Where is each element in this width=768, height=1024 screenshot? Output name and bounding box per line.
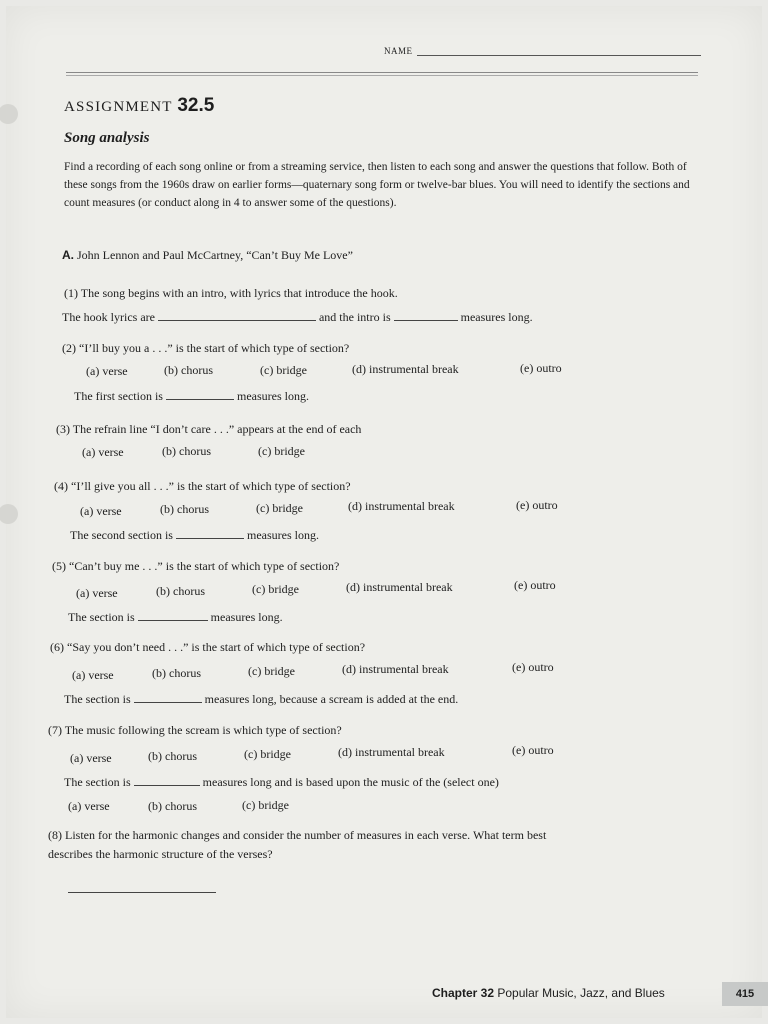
prompt-text: The first section is (74, 389, 163, 403)
question-text: “Say you don’t need . . .” is the start of which type of section? (67, 640, 366, 654)
option-outro[interactable]: (e) outro (516, 498, 558, 512)
assignment-label: ASSIGNMENT (64, 99, 173, 115)
binder-hole (0, 504, 18, 524)
option-chorus[interactable]: (b) chorus (162, 444, 211, 458)
option-outro[interactable]: (e) outro (514, 578, 556, 592)
option-verse[interactable]: (a) verse (86, 364, 128, 378)
question-6 (50, 640, 365, 655)
prompt-text: measures long. (246, 528, 319, 542)
prompt-text: and the intro is (318, 310, 391, 324)
question-1 (64, 286, 398, 301)
assignment-subtitle: Song analysis (64, 130, 150, 146)
section-a-heading (62, 248, 353, 263)
question-5 (52, 559, 339, 574)
hook-lyrics-blank[interactable] (158, 308, 316, 321)
second-section-measures-blank[interactable] (176, 526, 244, 539)
option-chorus[interactable]: (b) chorus (160, 502, 209, 516)
question-number: (3) (56, 422, 70, 436)
prompt-text: measures long. (460, 310, 533, 324)
option-outro[interactable]: (e) outro (512, 660, 554, 674)
question-1-answer (62, 308, 533, 325)
option-verse[interactable]: (a) verse (70, 751, 112, 765)
page-number: 415 (722, 982, 768, 1006)
question-2-followup (74, 387, 309, 404)
prompt-text: The section is (68, 610, 135, 624)
prompt-text: measures long, because a scream is added at the end. (204, 692, 459, 706)
option-instrumental-break[interactable]: (d) instrumental break (352, 362, 459, 376)
assignment-number: 32.5 (177, 95, 215, 116)
question-8-line2: describes the harmonic structure of the verses? (48, 847, 273, 861)
option-bridge[interactable]: (c) bridge (256, 501, 303, 515)
question-number: (8) (48, 828, 62, 842)
question-7 (48, 723, 342, 738)
first-section-measures-blank[interactable] (166, 387, 234, 400)
page-footer (432, 986, 665, 1000)
option-bridge[interactable]: (c) bridge (242, 798, 289, 812)
name-field (384, 46, 701, 56)
harmonic-structure-answer-line[interactable] (68, 892, 216, 893)
binder-hole (0, 104, 18, 124)
option-bridge[interactable]: (c) bridge (258, 444, 305, 458)
question-7-followup (64, 773, 499, 790)
question-number: (5) (52, 559, 66, 573)
question-text: “I’ll give you all . . .” is the start of which type of section? (71, 479, 351, 493)
option-verse[interactable]: (a) verse (82, 445, 124, 459)
section-measures-blank[interactable] (138, 608, 208, 621)
option-verse[interactable]: (a) verse (72, 668, 114, 682)
assignment-title (64, 95, 214, 117)
question-text: The refrain line “I don’t care . . .” appears at the end of each (72, 422, 362, 436)
question-text: Listen for the harmonic changes and consider the number of measures in each verse. What term best (65, 828, 547, 842)
chapter-title: Popular Music, Jazz, and Blues (497, 986, 665, 1000)
header-rule (66, 72, 698, 73)
worksheet-page (6, 6, 762, 1018)
question-text: The song begins with an intro, with lyrics that introduce the hook. (80, 286, 398, 300)
question-text: “Can’t buy me . . .” is the start of which type of section? (69, 559, 340, 573)
prompt-text: measures long and is based upon the music of the (select one) (202, 775, 499, 789)
instructions: Find a recording of each song online or from a streaming service, then listen to each song and answer the questions that follow. Both of these songs from the 1960s draw on earlier forms—quaternary song form or twelve-bar blues. You will need to identify the sections and count measures (or conduct along in 4 to answer some of the questions). (64, 161, 690, 209)
option-verse[interactable]: (a) verse (76, 586, 118, 600)
name-input-line[interactable] (417, 55, 701, 56)
question-8 (48, 828, 546, 843)
question-number: (2) (62, 341, 76, 355)
option-outro[interactable]: (e) outro (520, 361, 562, 375)
section-title: John Lennon and Paul McCartney, “Can’t Buy Me Love” (77, 248, 353, 262)
prompt-text: The second section is (70, 528, 173, 542)
option-chorus[interactable]: (b) chorus (152, 666, 201, 680)
option-chorus[interactable]: (b) chorus (148, 749, 197, 763)
question-2 (62, 341, 349, 356)
prompt-text: measures long. (236, 389, 309, 403)
question-number: (1) (64, 286, 78, 300)
option-bridge[interactable]: (c) bridge (252, 582, 299, 596)
question-text: The music following the scream is which type of section? (64, 723, 342, 737)
intro-measures-blank[interactable] (394, 308, 458, 321)
prompt-text: measures long. (210, 610, 283, 624)
question-number: (7) (48, 723, 62, 737)
section-measures-blank[interactable] (134, 690, 202, 703)
question-4-followup (70, 526, 319, 543)
option-instrumental-break[interactable]: (d) instrumental break (338, 745, 445, 759)
option-instrumental-break[interactable]: (d) instrumental break (348, 499, 455, 513)
question-3 (56, 422, 361, 437)
option-bridge[interactable]: (c) bridge (260, 363, 307, 377)
prompt-text: The hook lyrics are (62, 310, 155, 324)
option-verse[interactable]: (a) verse (68, 799, 110, 813)
option-instrumental-break[interactable]: (d) instrumental break (346, 580, 453, 594)
section-measures-blank[interactable] (134, 773, 200, 786)
question-5-followup (68, 608, 283, 625)
question-number: (4) (54, 479, 68, 493)
option-bridge[interactable]: (c) bridge (244, 747, 291, 761)
option-outro[interactable]: (e) outro (512, 743, 554, 757)
chapter-number: Chapter 32 (432, 986, 495, 1000)
question-6-followup (64, 690, 458, 707)
option-verse[interactable]: (a) verse (80, 504, 122, 518)
option-bridge[interactable]: (c) bridge (248, 664, 295, 678)
prompt-text: The section is (64, 775, 131, 789)
option-chorus[interactable]: (b) chorus (156, 584, 205, 598)
name-label: NAME (384, 46, 413, 56)
prompt-text: The section is (64, 692, 131, 706)
header-rule (66, 75, 698, 76)
option-chorus[interactable]: (b) chorus (148, 799, 197, 813)
section-letter: A. (62, 248, 74, 262)
question-4 (54, 479, 351, 494)
option-chorus[interactable]: (b) chorus (164, 363, 213, 377)
question-number: (6) (50, 640, 64, 654)
question-text: “I’ll buy you a . . .” is the start of which type of section? (79, 341, 350, 355)
option-instrumental-break[interactable]: (d) instrumental break (342, 662, 449, 676)
